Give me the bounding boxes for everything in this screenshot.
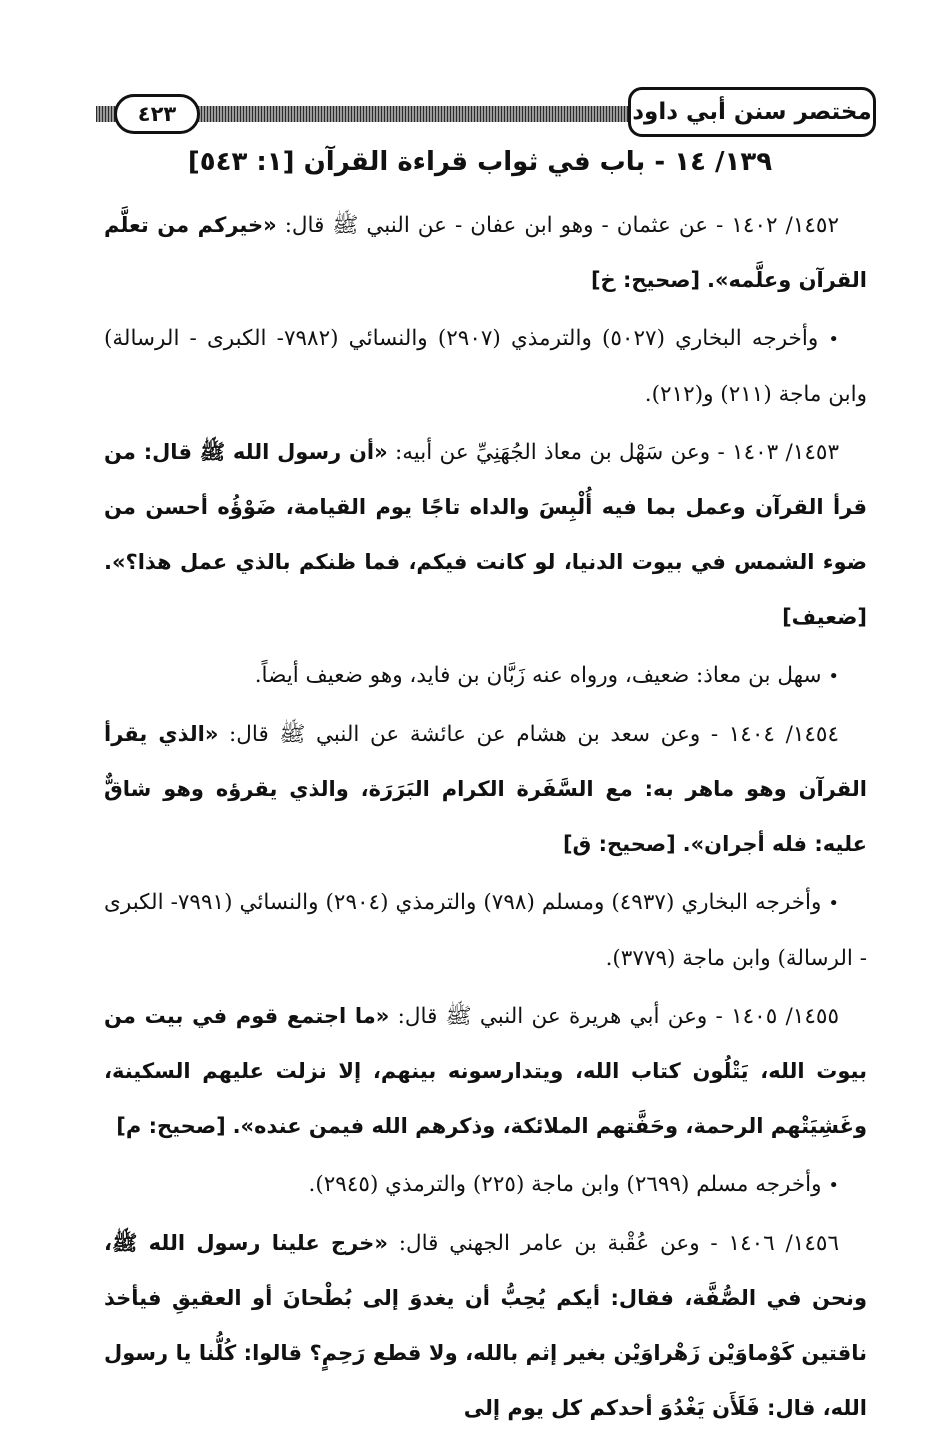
takhrij-note [104,648,867,704]
hadith-entry-1454 [104,707,867,872]
hadith-grade: [صحيح: م] [116,1114,226,1138]
hadith-intro: ١٤٥٦/ ١٤٠٦ - وعن عُقْبة بن عامر الجهني قال: [398,1231,839,1256]
hadith-entry-1452 [104,198,867,308]
book-title-box [628,87,876,137]
hadith-intro: ١٤٥٥/ ١٤٠٥ - وعن أبي هريرة عن النبي ﷺ قال: [397,1004,839,1029]
takhrij-text: وأخرجه البخاري (٥٠٢٧) والترمذي (٢٩٠٧) والنسائي (٧٩٨٢- الكبرى - الرسالة) وابن ماجة (٢١١) و(٢١٢). [104,326,867,407]
hadith-text: «خرج علينا رسول الله ﷺ، ونحن في الصُّفَّة، فقال: أيكم يُحِبُّ أن يغدوَ إلى بُطْحانَ أو العقيقِ فيأخذ ناقتين كَوْماوَيْن زَهْراوَيْن بغير إثم بالله، ولا قطع رَحِمٍ؟ قالوا: كُلُّنا يا رسول الله، قال: فَلَأَن يَغْدُوَ أحدكم كل يوم إلى [104,1231,867,1420]
hadith-intro: ١٤٥٤/ ١٤٠٤ - وعن سعد بن هشام عن عائشة عن النبي ﷺ قال: [229,722,840,747]
hadith-grade: [ضعيف] [782,605,867,629]
bullet-icon: • [828,1175,839,1196]
hadith-entry-1455 [104,989,867,1154]
takhrij-note [104,1157,867,1213]
takhrij-note [104,311,867,422]
takhrij-text: سهل بن معاذ: ضعيف، ورواه عنه زَبَّان بن فايد، وهو ضعيف أيضاً. [254,663,822,688]
hadith-grade: [صحيح: ق] [562,832,676,856]
chapter-heading: ١٣٩/ ١٤ - باب في ثواب قراءة القرآن [١: ٥٤٣] [187,147,773,177]
hadith-text: «الذي يقرأ القرآن وهو ماهر به: مع السَّفَرة الكرام البَرَرَة، والذي يقرؤه وهو شاقٌّ عليه: فله أجران». [104,722,867,856]
book-title: مختصر سنن أبي داود [632,99,872,125]
hadith-entry-1456 [104,1216,867,1436]
hadith-entry-1453 [104,425,867,645]
takhrij-text: وأخرجه مسلم (٢٦٩٩) وابن ماجة (٢٢٥) والترمذي (٢٩٤٥). [308,1172,822,1197]
hadith-grade: [صحيح: خ] [590,268,701,292]
takhrij-note [104,875,867,986]
page-number-box [114,94,200,134]
running-header [96,84,876,142]
body-text [104,198,867,1436]
hadith-text: «خيركم من تعلَّم القرآن وعلَّمه». [104,213,867,292]
hadith-intro: ١٤٥٢/ ١٤٠٢ - عن عثمان - وهو ابن عفان - عن النبي ﷺ قال: [284,213,840,238]
page-number: ٤٢٣ [137,102,177,126]
bullet-icon: • [828,666,839,687]
hadith-text: «أن رسول الله ﷺ قال: من قرأ القرآن وعمل بما فيه أُلْبِسَ والداه تاجًا يوم القيامة، ضَوْؤُه أحسن من ضوء الشمس في بيوت الدنيا، لو كانت فيكم، فما ظنكم بالذي عمل هذا؟». [104,440,867,574]
bullet-icon: • [828,329,839,350]
takhrij-text: وأخرجه البخاري (٤٩٣٧) ومسلم (٧٩٨) والترمذي (٢٩٠٤) والنسائي (٧٩٩١- الكبرى - الرسالة) وابن ماجة (٣٧٧٩). [104,890,867,971]
hadith-intro: ١٤٥٣/ ١٤٠٣ - وعن سَهْل بن معاذ الجُهَنِيِّ عن أبيه: [394,440,839,465]
bullet-icon: • [828,893,839,914]
hadith-text: «ما اجتمع قوم في بيت من بيوت الله، يَتْلُون كتاب الله، ويتدارسونه بينهم، إلا نزلت عليهم السكينة، وغَشِيَتْهم الرحمة، وحَفَّتهم الملائكة، وذكرهم الله فيمن عنده». [104,1004,867,1138]
